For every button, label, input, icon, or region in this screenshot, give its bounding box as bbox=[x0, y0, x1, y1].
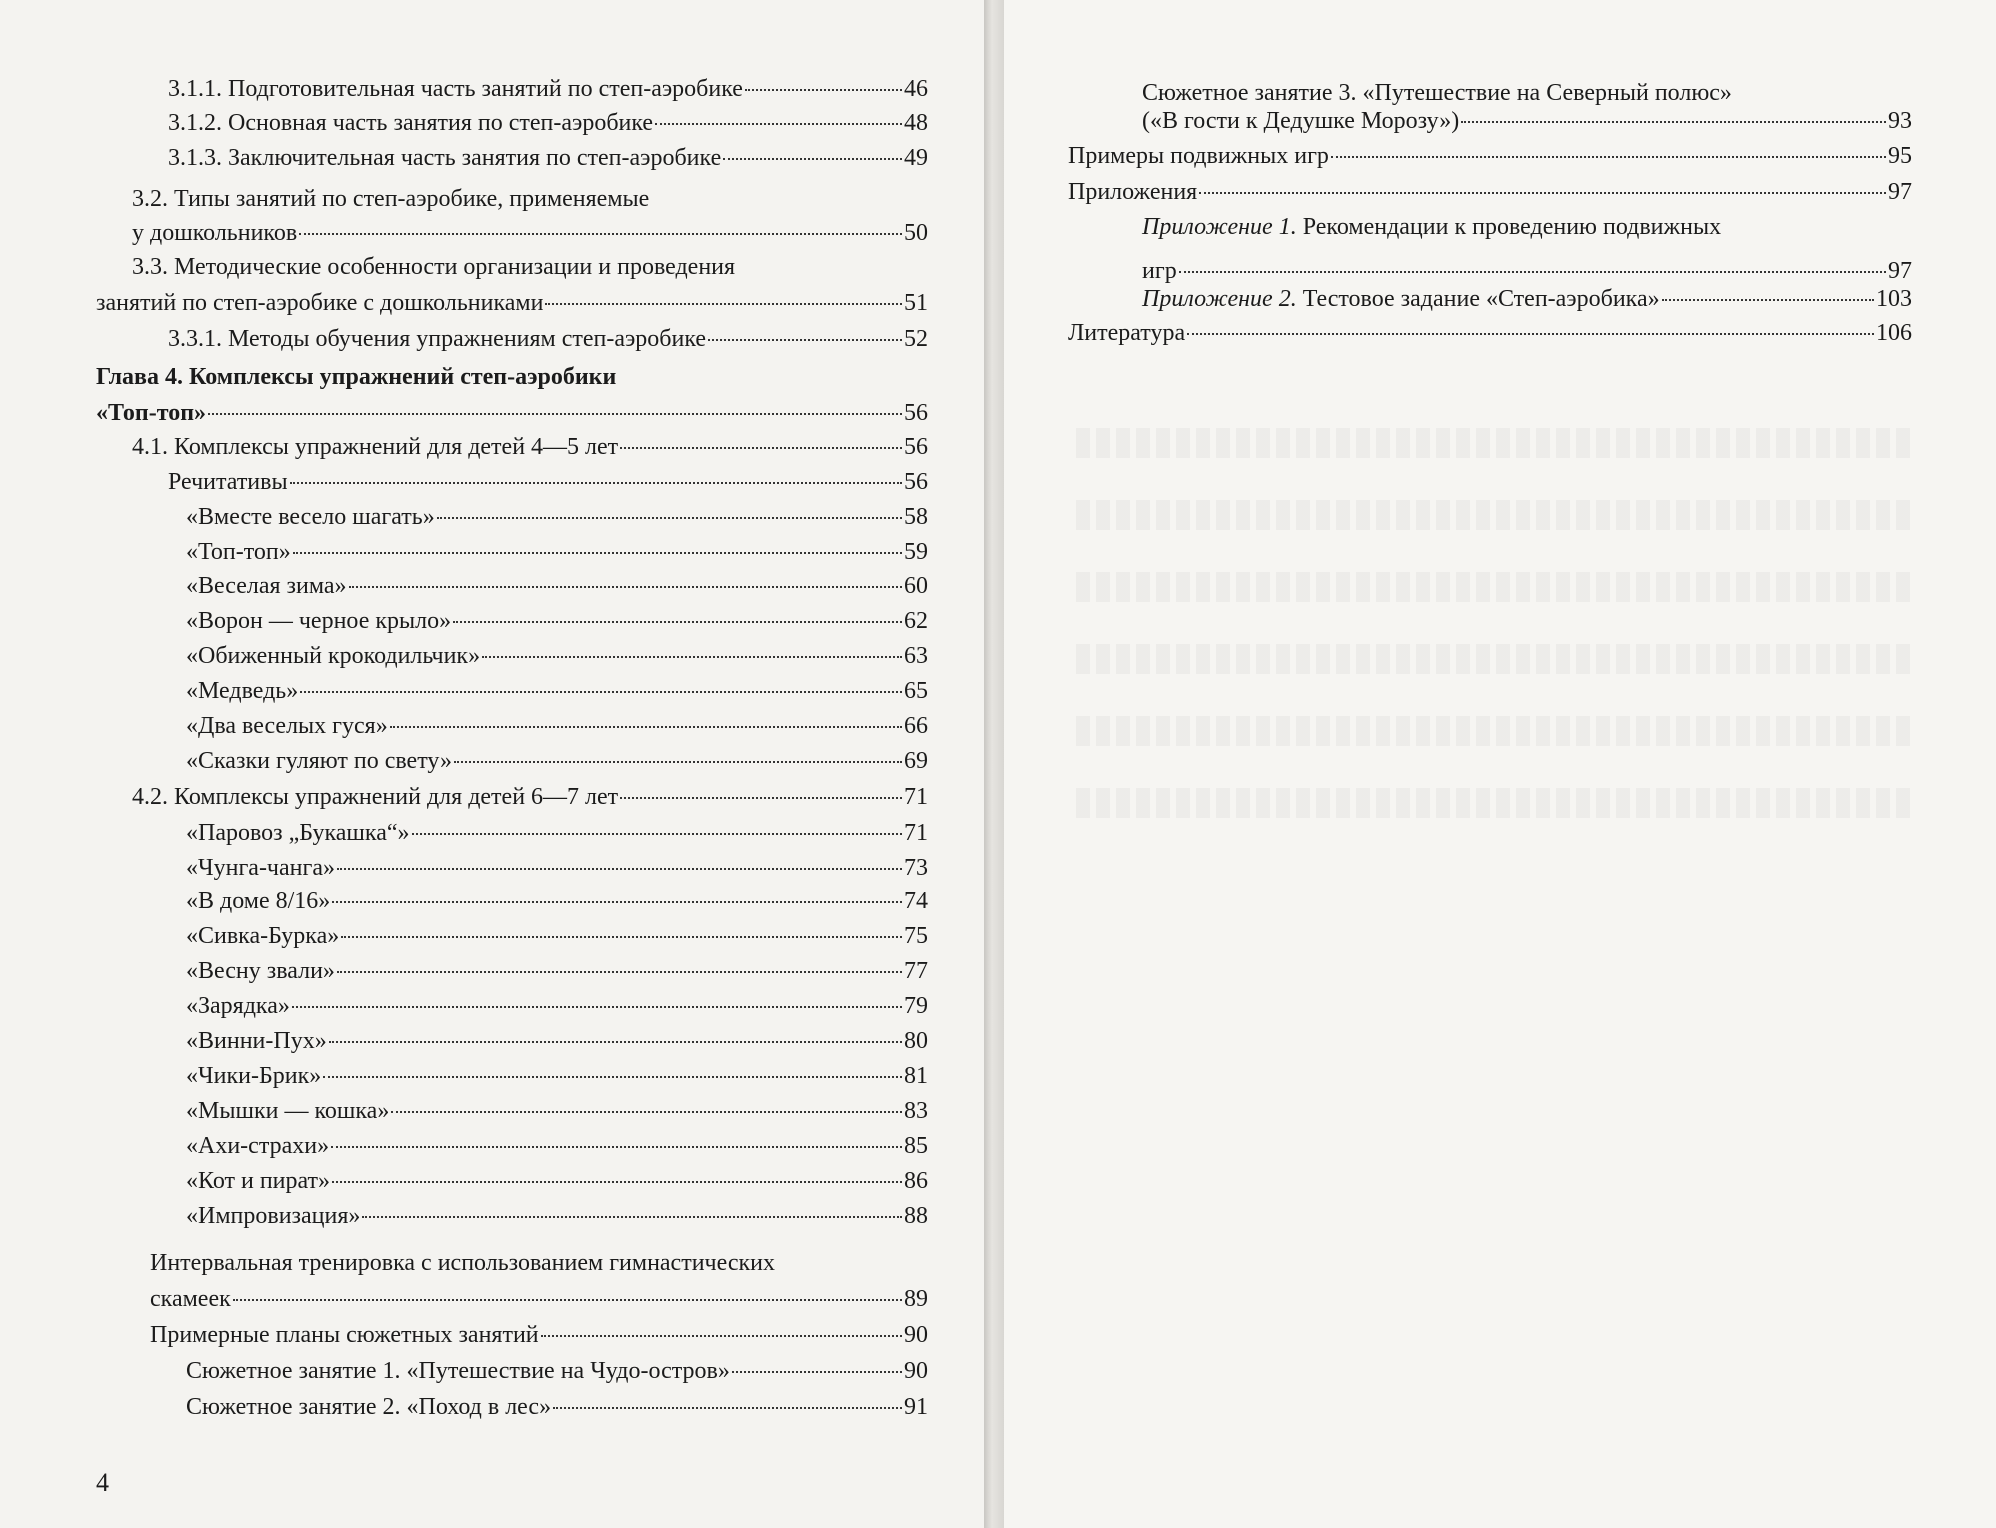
leader-dots bbox=[293, 552, 902, 554]
toc-entry bbox=[150, 1320, 928, 1350]
leader-dots bbox=[412, 833, 903, 835]
toc-entry bbox=[1142, 256, 1912, 286]
toc-entry-page: 80 bbox=[904, 1028, 928, 1054]
toc-entry-page: 49 bbox=[904, 145, 928, 171]
toc-entry bbox=[186, 1166, 928, 1196]
toc-entry bbox=[168, 324, 928, 354]
bleed-through-line bbox=[1076, 428, 1912, 458]
toc-entry bbox=[186, 818, 928, 848]
toc-entry-title: «Чунга-чанга» bbox=[186, 855, 335, 881]
leader-dots bbox=[362, 1216, 902, 1218]
leader-dots bbox=[329, 1041, 902, 1043]
toc-entry-title: 3.1.1. Подготовительная часть занятий по степ-аэробике bbox=[168, 76, 743, 102]
toc-entry-title: «Веселая зима» bbox=[186, 573, 347, 599]
toc-entry-page: 60 bbox=[904, 573, 928, 599]
book-gutter bbox=[984, 0, 1004, 1528]
toc-entry bbox=[132, 184, 649, 214]
toc-entry-title: Рекомендации к проведению подвижных bbox=[1296, 214, 1722, 240]
leader-dots bbox=[1331, 156, 1886, 158]
toc-entry-page: 65 bbox=[904, 678, 928, 704]
toc-entry-page: 88 bbox=[904, 1203, 928, 1229]
toc-entry-page: 83 bbox=[904, 1098, 928, 1124]
toc-entry-title: «Топ-топ» bbox=[186, 539, 291, 565]
toc-entry-title: «Импровизация» bbox=[186, 1203, 361, 1229]
toc-entry-title: «Кот и пират» bbox=[186, 1168, 331, 1194]
leader-dots bbox=[482, 656, 902, 658]
leader-dots bbox=[1461, 121, 1886, 123]
toc-entry-title: «Винни-Пух» bbox=[186, 1028, 327, 1054]
toc-entry-page: 66 bbox=[904, 713, 928, 739]
toc-entry-title: Примеры подвижных игр bbox=[1068, 143, 1329, 169]
toc-entry bbox=[168, 74, 928, 104]
toc-entry-title: 3.3.1. Методы обучения упражнениям степ-аэробике bbox=[168, 326, 707, 352]
leader-dots bbox=[732, 1371, 902, 1373]
toc-entry-title: 3.1.3. Заключительная часть занятия по степ-аэробике bbox=[168, 145, 722, 171]
toc-entry-title: 4.1. Комплексы упражнений для детей 4—5 лет bbox=[132, 434, 619, 460]
toc-entry-title: «Топ-топ» bbox=[96, 400, 207, 426]
toc-entry bbox=[96, 398, 928, 428]
leader-dots bbox=[299, 233, 902, 235]
toc-entry bbox=[186, 641, 928, 671]
toc-entry-page: 50 bbox=[904, 220, 928, 246]
toc-entry-page: 89 bbox=[904, 1286, 928, 1312]
toc-entry bbox=[1068, 318, 1912, 348]
toc-entry bbox=[186, 1201, 928, 1231]
toc-entry bbox=[168, 108, 928, 138]
toc-entry-title: «Сивка-Бурка» bbox=[186, 923, 340, 949]
toc-entry-page: 90 bbox=[904, 1358, 928, 1384]
toc-entry-page: 71 bbox=[904, 784, 928, 810]
toc-entry bbox=[186, 921, 928, 951]
leader-dots bbox=[708, 339, 902, 341]
leader-dots bbox=[545, 303, 902, 305]
bleed-through-line bbox=[1076, 716, 1912, 746]
toc-entry bbox=[186, 956, 928, 986]
toc-entry-title: «Весну звали» bbox=[186, 958, 335, 984]
toc-entry-page: 62 bbox=[904, 608, 928, 634]
leader-dots bbox=[745, 89, 902, 91]
leader-dots bbox=[553, 1407, 902, 1409]
toc-entry-page: 93 bbox=[1888, 108, 1912, 134]
leader-dots bbox=[1662, 299, 1874, 301]
toc-entry-title: «Ахи-страхи» bbox=[186, 1133, 330, 1159]
toc-entry-page: 91 bbox=[904, 1394, 928, 1420]
toc-entry-title: «Зарядка» bbox=[186, 993, 290, 1019]
toc-entry-page: 71 bbox=[904, 820, 928, 846]
leader-dots bbox=[541, 1335, 902, 1337]
toc-entry-title: «Мышки — кошка» bbox=[186, 1098, 390, 1124]
toc-entry bbox=[186, 1061, 928, 1091]
toc-entry-page: 56 bbox=[904, 434, 928, 460]
toc-entry-page: 103 bbox=[1876, 286, 1912, 312]
toc-entry bbox=[186, 1026, 928, 1056]
bleed-through-line bbox=[1076, 500, 1912, 530]
toc-entry-title: 3.2. Типы занятий по степ-аэробике, применяемые bbox=[132, 186, 650, 212]
toc-entry-title: игр bbox=[1142, 258, 1177, 284]
toc-entry-page: 48 bbox=[904, 110, 928, 136]
toc-entry-page: 75 bbox=[904, 923, 928, 949]
toc-entry-page: 59 bbox=[904, 539, 928, 565]
toc-entry-title: 3.3. Методические особенности организации и проведения bbox=[132, 254, 736, 280]
toc-entry-page: 46 bbox=[904, 76, 928, 102]
toc-entry bbox=[132, 432, 928, 462]
leader-dots bbox=[1187, 333, 1874, 335]
toc-entry-title: («В гости к Дедушке Морозу») bbox=[1142, 108, 1460, 134]
toc-entry-title: «Обиженный крокодильчик» bbox=[186, 643, 481, 669]
leader-dots bbox=[337, 971, 902, 973]
leader-dots bbox=[290, 482, 902, 484]
toc-entry bbox=[132, 252, 735, 282]
toc-entry-page: 63 bbox=[904, 643, 928, 669]
bleed-through-line bbox=[1076, 788, 1912, 818]
toc-entry-page: 97 bbox=[1888, 258, 1912, 284]
toc-entry-page: 79 bbox=[904, 993, 928, 1019]
toc-entry-page: 69 bbox=[904, 748, 928, 774]
toc-entry-title: «Два веселых гуся» bbox=[186, 713, 388, 739]
toc-entry bbox=[186, 1392, 928, 1422]
toc-entry-title: Глава 4. Комплексы упражнений степ-аэробики bbox=[96, 364, 617, 390]
toc-entry bbox=[1068, 177, 1912, 207]
toc-entry bbox=[150, 1284, 928, 1314]
leader-dots bbox=[337, 868, 902, 870]
toc-entry bbox=[1142, 284, 1912, 314]
toc-entry bbox=[186, 537, 928, 567]
leader-dots bbox=[390, 726, 902, 728]
toc-entry-title: Приложения bbox=[1068, 179, 1198, 205]
leader-dots bbox=[620, 797, 902, 799]
leader-dots bbox=[341, 936, 902, 938]
leader-dots bbox=[208, 413, 902, 415]
toc-entry-page: 58 bbox=[904, 504, 928, 530]
toc-entry bbox=[96, 288, 928, 318]
toc-entry-title: «Вместе весело шагать» bbox=[186, 504, 435, 530]
toc-entry-title: «Сказки гуляют по свету» bbox=[186, 748, 452, 774]
toc-entry-title: Сюжетное занятие 3. «Путешествие на Северный полюс» bbox=[1142, 80, 1732, 106]
toc-entry-page: 74 bbox=[904, 888, 928, 914]
toc-entry bbox=[1068, 141, 1912, 171]
toc-entry-title: у дошкольников bbox=[132, 220, 298, 246]
toc-entry-page: 106 bbox=[1876, 320, 1912, 346]
toc-entry-title: Тестовое задание «Степ-аэробика» bbox=[1296, 286, 1660, 312]
toc-entry-title: Примерные планы сюжетных занятий bbox=[150, 1322, 539, 1348]
page-number: 4 bbox=[96, 1468, 109, 1497]
toc-entry bbox=[168, 467, 928, 497]
appendix-label: Приложение 2. bbox=[1142, 286, 1297, 312]
toc-entry bbox=[186, 711, 928, 741]
toc-entry-title: «Медведь» bbox=[186, 678, 299, 704]
toc-entry-title: «Чики-Брик» bbox=[186, 1063, 322, 1089]
toc-entry-page: 85 bbox=[904, 1133, 928, 1159]
toc-entry bbox=[186, 746, 928, 776]
bleed-through-line bbox=[1076, 644, 1912, 674]
toc-entry-page: 97 bbox=[1888, 179, 1912, 205]
leader-dots bbox=[233, 1299, 902, 1301]
toc-entry bbox=[186, 606, 928, 636]
toc-entry-title: Сюжетное занятие 2. «Поход в лес» bbox=[186, 1394, 552, 1420]
toc-entry-title: 4.2. Комплексы упражнений для детей 6—7 лет bbox=[132, 784, 619, 810]
toc-entry-title: Сюжетное занятие 1. «Путешествие на Чудо-остров» bbox=[186, 1358, 730, 1384]
leader-dots bbox=[454, 761, 902, 763]
toc-entry-page: 77 bbox=[904, 958, 928, 984]
leader-dots bbox=[655, 123, 902, 125]
leader-dots bbox=[723, 158, 902, 160]
toc-entry-title: Речитативы bbox=[168, 469, 288, 495]
toc-entry bbox=[132, 218, 928, 248]
appendix-label: Приложение 1. bbox=[1142, 214, 1297, 240]
toc-entry-page: 86 bbox=[904, 1168, 928, 1194]
leader-dots bbox=[437, 517, 902, 519]
toc-entry bbox=[1142, 212, 1721, 242]
toc-entry bbox=[186, 676, 928, 706]
toc-entry bbox=[1142, 78, 1732, 108]
leader-dots bbox=[620, 447, 902, 449]
leader-dots bbox=[332, 1181, 902, 1183]
toc-entry bbox=[168, 143, 928, 173]
toc-entry bbox=[186, 853, 928, 883]
toc-entry bbox=[186, 886, 928, 916]
leader-dots bbox=[1199, 192, 1886, 194]
leader-dots bbox=[1179, 271, 1886, 273]
toc-entry bbox=[186, 1096, 928, 1126]
toc-entry-page: 56 bbox=[904, 400, 928, 426]
toc-entry-page: 52 bbox=[904, 326, 928, 352]
toc-entry-page: 56 bbox=[904, 469, 928, 495]
leader-dots bbox=[323, 1076, 902, 1078]
toc-entry-title: Литература bbox=[1068, 320, 1186, 346]
toc-entry-title: «Ворон — черное крыло» bbox=[186, 608, 452, 634]
toc-entry bbox=[150, 1248, 775, 1278]
toc-entry bbox=[132, 782, 928, 812]
toc-entry-page: 73 bbox=[904, 855, 928, 881]
leader-dots bbox=[331, 1146, 902, 1148]
toc-entry bbox=[186, 1356, 928, 1386]
bleed-through-line bbox=[1076, 572, 1912, 602]
toc-entry-title: скамеек bbox=[150, 1286, 231, 1312]
toc-chapter-heading bbox=[96, 362, 616, 392]
toc-entry-title: занятий по степ-аэробике с дошкольниками bbox=[96, 290, 544, 316]
toc-entry bbox=[186, 571, 928, 601]
toc-entry-title: 3.1.2. Основная часть занятия по степ-аэробике bbox=[168, 110, 654, 136]
toc-entry-page: 81 bbox=[904, 1063, 928, 1089]
toc-entry bbox=[186, 991, 928, 1021]
toc-entry-page: 90 bbox=[904, 1322, 928, 1348]
toc-entry-page: 51 bbox=[904, 290, 928, 316]
leader-dots bbox=[300, 691, 902, 693]
leader-dots bbox=[292, 1006, 902, 1008]
toc-entry-page: 95 bbox=[1888, 143, 1912, 169]
leader-dots bbox=[391, 1111, 902, 1113]
toc-entry bbox=[186, 502, 928, 532]
leader-dots bbox=[332, 901, 902, 903]
toc-entry-title: «В доме 8/16» bbox=[186, 888, 331, 914]
leader-dots bbox=[349, 586, 902, 588]
toc-entry bbox=[1142, 106, 1912, 136]
toc-entry bbox=[186, 1131, 928, 1161]
leader-dots bbox=[453, 621, 902, 623]
toc-entry-title: «Паровоз „Букашка“» bbox=[186, 820, 410, 846]
toc-entry-title: Интервальная тренировка с использованием гимнастических bbox=[150, 1250, 776, 1276]
